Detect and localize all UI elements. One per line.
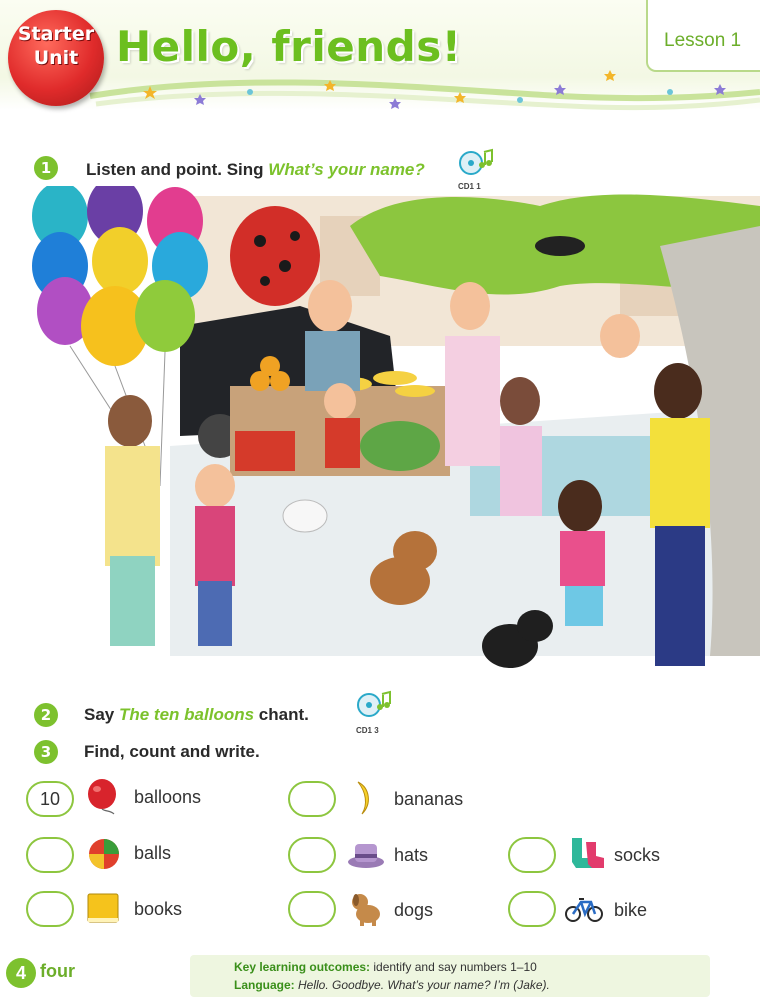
dogs-label: dogs — [394, 900, 434, 920]
bananas-label: bananas — [394, 789, 464, 809]
lesson-label: Lesson 1 — [664, 30, 742, 51]
books-answer-field[interactable] — [26, 891, 74, 927]
hats-answer-field[interactable] — [288, 837, 336, 873]
balloons-label: balloons — [134, 787, 202, 807]
badge-line2: Unit — [33, 47, 79, 69]
outcomes-label: Key learning outcomes: — [234, 960, 371, 974]
exercise-3-instruction: Find, count and write. — [84, 742, 260, 761]
cd-track-3: CD1 3 — [356, 726, 379, 735]
exercise-number-1: 1 — [34, 156, 58, 180]
exercise-number-2: 2 — [34, 703, 58, 727]
badge-line1: Starter — [17, 23, 95, 45]
socks-answer-field[interactable] — [508, 837, 556, 873]
bike-answer-field[interactable] — [508, 891, 556, 927]
language-note — [234, 978, 550, 992]
balloons-answer-field[interactable]: 10 — [26, 781, 74, 817]
socks-icon — [566, 834, 606, 874]
dogs-answer-field[interactable] — [288, 891, 336, 927]
exercise-2-text-before: Say — [84, 705, 119, 724]
learning-outcomes — [234, 960, 537, 974]
exercise-1-text: Listen and point. Sing — [86, 160, 269, 179]
banana-icon — [346, 778, 386, 818]
market-scene-illustration — [20, 186, 760, 698]
hat-icon — [346, 834, 386, 874]
bike-icon — [564, 888, 604, 928]
language-text: Hello. Goodbye. What’s your name? I’m (Jake). — [294, 978, 550, 992]
page-number: 4 — [6, 958, 36, 988]
book-icon — [84, 888, 124, 928]
balloon-icon — [84, 778, 124, 818]
cd-track-1: CD1 1 — [458, 182, 481, 191]
cd-music-icon[interactable] — [456, 148, 496, 186]
dog-icon — [346, 888, 386, 928]
language-label: Language: — [234, 978, 295, 992]
exercise-2-instruction — [84, 705, 309, 725]
page-title: Hello, friends! — [116, 22, 462, 71]
hats-label: hats — [394, 845, 429, 865]
outcomes-text: identify and say numbers 1–10 — [370, 960, 537, 974]
exercise-2-text-after: chant. — [254, 705, 309, 724]
socks-label: socks — [614, 845, 661, 865]
song-title: What’s your name? — [268, 160, 425, 179]
books-label: books — [134, 899, 183, 919]
cd-music-icon-2[interactable] — [354, 690, 394, 728]
page-header — [0, 0, 760, 130]
exercise-number-3: 3 — [34, 740, 58, 764]
bike-label: bike — [614, 900, 648, 920]
balls-answer-field[interactable] — [26, 837, 74, 873]
bananas-answer-field[interactable] — [288, 781, 336, 817]
balls-label: balls — [134, 843, 172, 863]
page-number-word: four — [40, 961, 75, 981]
ball-icon — [84, 834, 124, 874]
starter-unit-label — [12, 22, 100, 70]
chant-title: The ten balloons — [118, 705, 255, 724]
exercise-1-instruction — [86, 160, 425, 180]
